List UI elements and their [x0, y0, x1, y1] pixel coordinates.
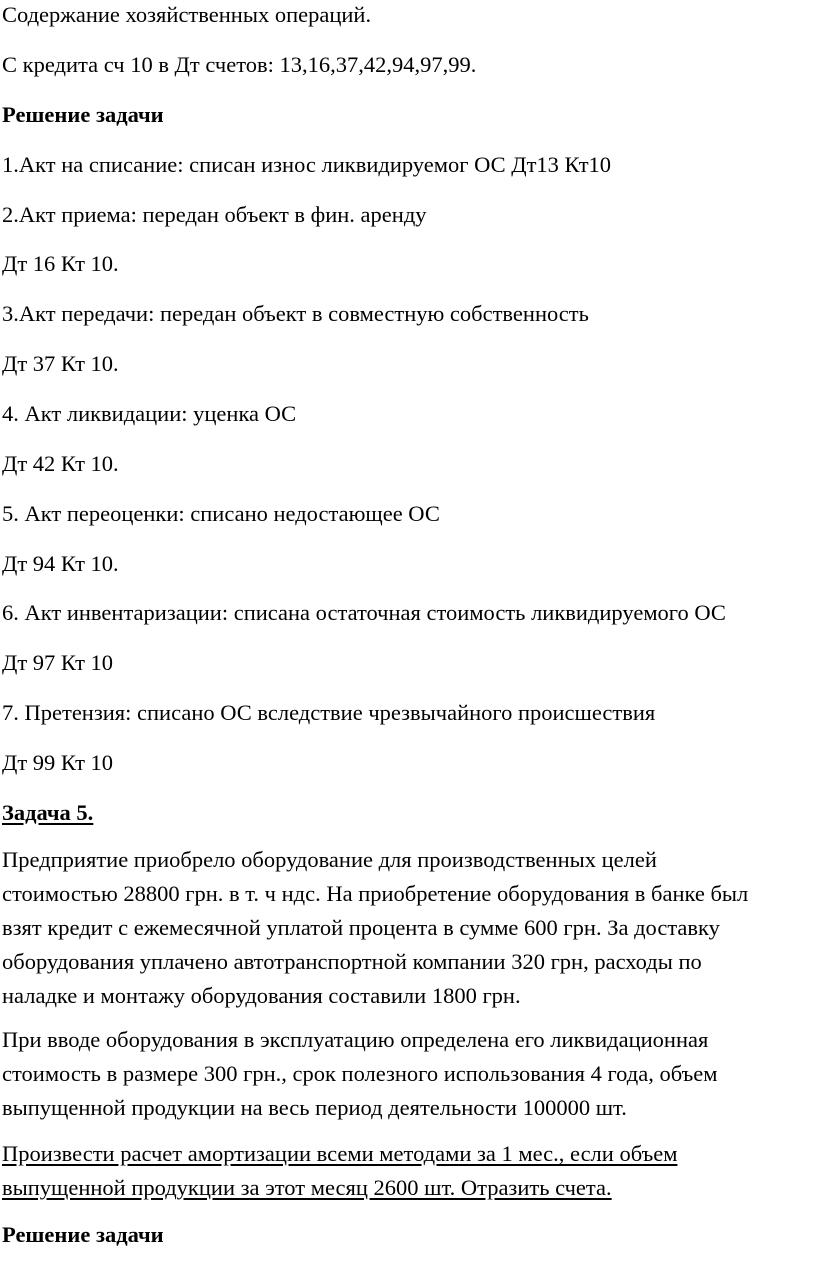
paragraph-line: стоимость в размере 300 грн., срок полезного использования 4 года, объем — [2, 1061, 718, 1086]
paragraph-line: наладке и монтажу оборудования составили 1800 грн. — [2, 983, 521, 1008]
paragraph-line: При вводе оборудования в эксплуатацию определена его ликвидационная — [2, 1027, 709, 1052]
doc-line-item-6: 6. Акт инвентаризации: списана остаточная стоимость ликвидируемого ОС — [2, 600, 726, 625]
paragraph-line: выпущенной продукции за этот месяц 2600 шт. Отразить счета. — [2, 1175, 612, 1200]
paragraph-line: Произвести расчет амортизации всеми методами за 1 мес., если объем — [2, 1141, 678, 1166]
doc-line-entry-7: Дт 99 Кт 10 — [2, 750, 114, 775]
doc-line-item-3: 3.Акт передачи: передан объект в совместную собственность — [2, 301, 589, 326]
doc-line-entry-3: Дт 37 Кт 10. — [2, 351, 119, 376]
paragraph-line: оборудования уплачено автотранспортной компании 320 грн, расходы по — [2, 949, 702, 974]
doc-line-item-1: 1.Акт на списание: списан износ ликвидируемог ОС Дт13 Кт10 — [2, 152, 612, 177]
doc-line-credit-accounts: С кредита сч 10 в Дт счетов: 13,16,37,42,94,97,99. — [2, 52, 477, 77]
doc-line-heading: Содержание хозяйственных операций. — [2, 2, 372, 27]
final-solution-heading: Решение задачи — [2, 1222, 164, 1247]
doc-line-item-2: 2.Акт приема: передан объект в фин. аренду — [2, 202, 427, 227]
paragraph-line: выпущенной продукции на весь период деятельности 100000 шт. — [2, 1095, 627, 1120]
paragraph-line: Предприятие приобрело оборудование для производственных целей — [2, 847, 657, 872]
paragraph-line: стоимостью 28800 грн. в т. ч ндс. На приобретение оборудования в банке был — [2, 881, 749, 906]
task-paragraph-1 — [2, 843, 816, 1013]
doc-line-entry-2: Дт 16 Кт 10. — [2, 251, 119, 276]
solution-heading: Решение задачи — [2, 102, 164, 127]
doc-line-item-7: 7. Претензия: списано ОС вследствие чрезвычайного происшествия — [2, 700, 656, 725]
task-paragraph-2 — [2, 1023, 816, 1125]
paragraph-line: взят кредит с ежемесячной уплатой процента в сумме 600 грн. За доставку — [2, 915, 720, 940]
doc-line-item-5: 5. Акт переоценки: списано недостающее ОС — [2, 501, 440, 526]
doc-line-item-4: 4. Акт ликвидации: уценка ОС — [2, 401, 297, 426]
task-paragraph-3 — [2, 1137, 816, 1205]
doc-line-entry-5: Дт 94 Кт 10. — [2, 551, 119, 576]
task-title: Задача 5. — [2, 800, 94, 825]
doc-line-entry-6: Дт 97 Кт 10 — [2, 650, 114, 675]
doc-line-entry-4: Дт 42 Кт 10. — [2, 451, 119, 476]
